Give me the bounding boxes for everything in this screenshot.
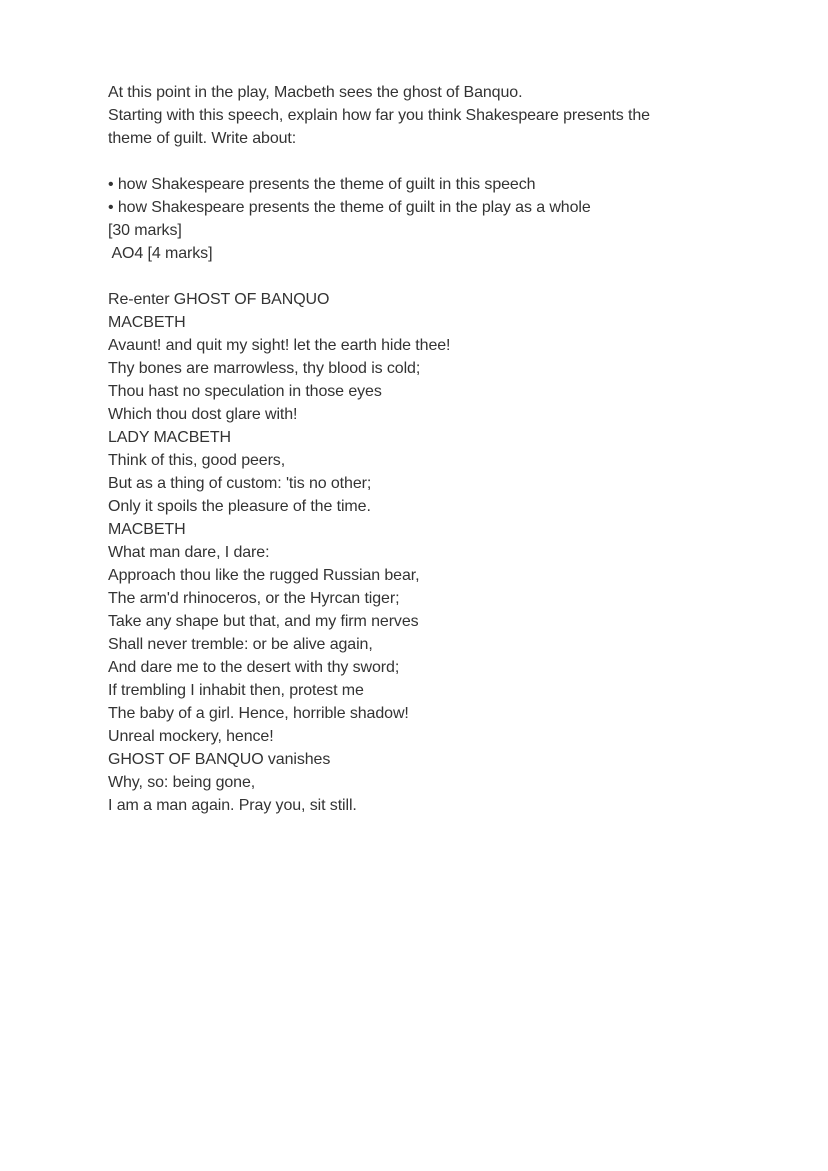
speaker-name: LADY MACBETH — [108, 429, 231, 446]
extract-line: The arm'd rhinoceros, or the Hyrcan tiger; — [108, 590, 400, 607]
stage-direction: Re-enter GHOST OF BANQUO — [108, 291, 330, 308]
extract-line: The baby of a girl. Hence, horrible shadow! — [108, 705, 409, 722]
bullet-item: • how Shakespeare presents the theme of guilt in the play as a whole — [108, 199, 591, 216]
question-line: theme of guilt. Write about: — [108, 130, 297, 147]
extract-line: Thy bones are marrowless, thy blood is cold; — [108, 360, 421, 377]
bullet-item: • how Shakespeare presents the theme of guilt in this speech — [108, 176, 536, 193]
extract-line: Thou hast no speculation in those eyes — [108, 383, 382, 400]
question-bullets — [108, 173, 798, 265]
extract-line: Take any shape but that, and my firm nerves — [108, 613, 419, 630]
extract-line: If trembling I inhabit then, protest me — [108, 682, 364, 699]
extract-line: Only it spoils the pleasure of the time. — [108, 498, 371, 515]
extract-line: But as a thing of custom: 'tis no other; — [108, 475, 372, 492]
extract-line: And dare me to the desert with thy sword; — [108, 659, 400, 676]
extract-line: Which thou dost glare with! — [108, 406, 298, 423]
ao4-marks-label: AO4 [4 marks] — [108, 245, 213, 262]
paragraph-gap — [108, 265, 798, 288]
play-extract — [108, 288, 798, 817]
question-line: At this point in the play, Macbeth sees the ghost of Banquo. — [108, 84, 523, 101]
extract-line: Approach thou like the rugged Russian bear, — [108, 567, 420, 584]
speaker-name: MACBETH — [108, 521, 186, 538]
paragraph-gap — [108, 150, 798, 173]
marks-label: [30 marks] — [108, 222, 182, 239]
document-content — [108, 81, 798, 817]
extract-line: What man dare, I dare: — [108, 544, 270, 561]
question-prompt — [108, 81, 798, 150]
extract-line: Unreal mockery, hence! — [108, 728, 274, 745]
extract-line: Think of this, good peers, — [108, 452, 286, 469]
extract-line: Why, so: being gone, — [108, 774, 256, 791]
question-line: Starting with this speech, explain how far you think Shakespeare presents the — [108, 107, 650, 124]
extract-line: Avaunt! and quit my sight! let the earth hide thee! — [108, 337, 451, 354]
stage-direction: GHOST OF BANQUO vanishes — [108, 751, 331, 768]
extract-line: I am a man again. Pray you, sit still. — [108, 797, 357, 814]
speaker-name: MACBETH — [108, 314, 186, 331]
extract-line: Shall never tremble: or be alive again, — [108, 636, 373, 653]
